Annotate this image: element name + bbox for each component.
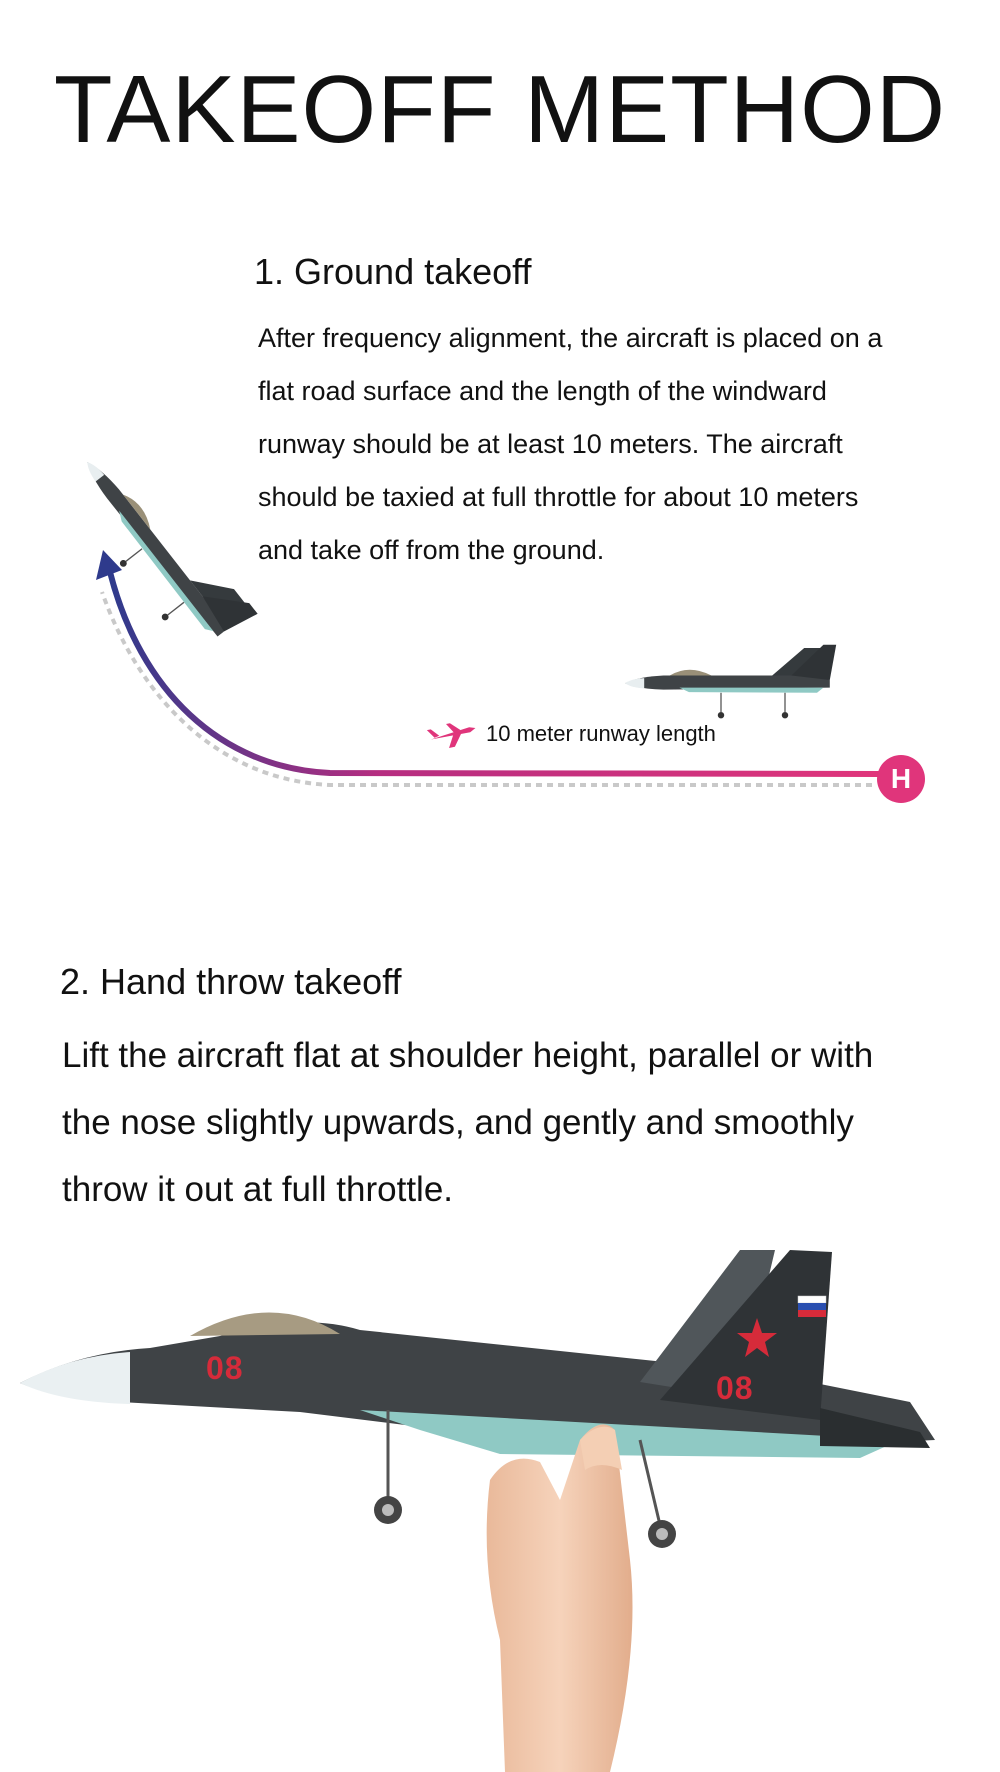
description-line: the nose slightly upwards, and gently and smoothly	[62, 1103, 854, 1142]
flag-icon	[798, 1296, 826, 1303]
hand-throw-jet	[20, 1250, 935, 1548]
taxiing-jet	[625, 645, 836, 719]
description-line: throw it out at full throttle.	[62, 1170, 454, 1209]
plane-icon	[426, 718, 478, 751]
tail-number: 08	[716, 1370, 754, 1406]
hand-throw-heading: 2. Hand throw takeoff	[60, 961, 402, 1002]
climbing-jet	[58, 437, 258, 662]
start-marker: H	[877, 755, 925, 803]
ground-takeoff-heading: 1. Ground takeoff	[254, 251, 532, 292]
description-line: flat road surface and the length of the windward	[258, 376, 827, 406]
description-line: runway should be at least 10 meters. The aircraft	[258, 429, 843, 459]
description-line: and take off from the ground.	[258, 535, 605, 565]
description-line: should be taxied at full throttle for about 10 meters	[258, 482, 859, 512]
runway-length-label: 10 meter runway length	[486, 721, 716, 746]
page-title: TAKEOFF METHOD	[53, 56, 947, 163]
description-line: Lift the aircraft flat at shoulder height, parallel or with	[62, 1036, 874, 1075]
hand-throw-description	[62, 1022, 962, 1223]
description-line: After frequency alignment, the aircraft is placed on a	[258, 323, 883, 353]
tail-number: 08	[206, 1350, 244, 1386]
hand-illustration	[487, 1424, 633, 1772]
